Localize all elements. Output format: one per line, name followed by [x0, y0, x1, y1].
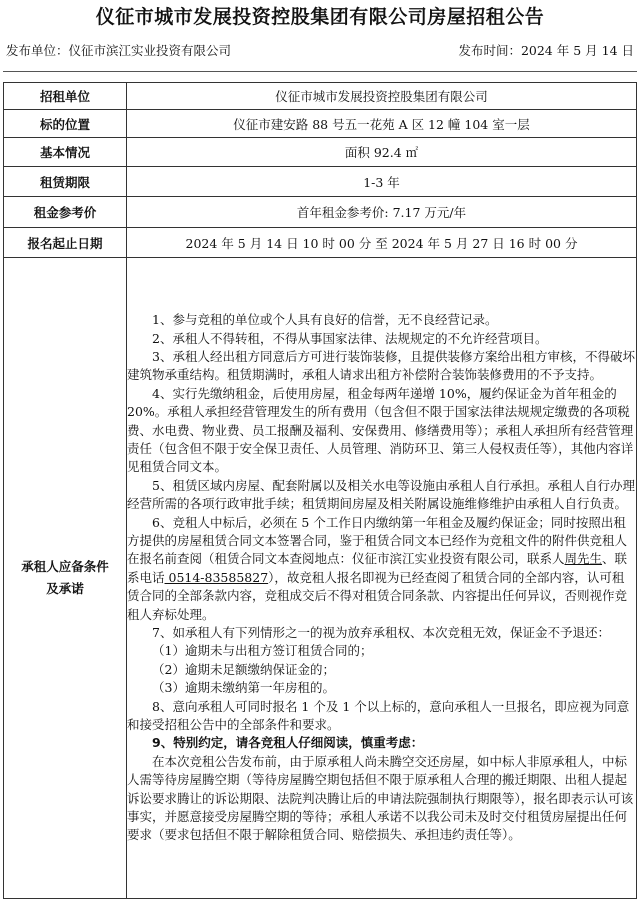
term-6-part-b: 、联系电话 [127, 551, 628, 585]
row-label-terms [4, 258, 127, 899]
row-value-rent: 首年租金参考价: 7.17 万元/年 [127, 197, 637, 228]
publish-time: 2024 年 5 月 14 日 [520, 43, 634, 58]
term-3: 3、承租人经出租方同意后方可进行装饰装修，且提供装修方案给出租方审核，不得破坏建筑物承重结构。租赁期满时，承租人请求出租方补偿附合装饰装修费用的不予支持。 [127, 348, 635, 383]
term-6-part-c: ），故竞租人报名即视为已经查阅了租赁合同的全部内容，认可租赁合同的全部条款内容，竞租成交后不得对租赁合同条款、内容提出任何异议，否则视作竞租人弃标处理。 [127, 569, 628, 622]
table-row [4, 167, 637, 197]
term-9-body: 在本次竞租公告发布前，由于原承租人尚未腾空交还房屋，如中标人非原承租人，中标人需等待房屋腾空期（等待房屋腾空期包括但不限于原承租人合理的搬迁期限、出租人提起诉讼要求腾让的诉讼期限、法院判决腾让后的申请法院强制执行期限等），报名即表示认可该事实，并愿意接受房屋腾空期的等待；承租人承诺不以我公司未及时交付租赁房屋提出任何要求（要求包括但不限于解除租赁合同、赔偿损失、承担违约责任等）。 [127, 753, 634, 843]
term-8: 8、意向承租人可同时报名 1 个及 1 个以上标的，意向承租人一旦报名，即应视为同意和接受招租公告中的全部条件和要求。 [127, 698, 630, 733]
row-value-registration-period: 2024 年 5 月 14 日 10 时 00 分 至 2024 年 5 月 27 日 16 时 00 分 [127, 228, 637, 258]
row-value-lessor: 仪征市城市发展投资控股集团有限公司 [127, 83, 637, 110]
term-6-part-a: 6、竞租人中标后，必须在 5 个工作日内缴纳第一年租金及履约保证金；同时按照出租方提供的房屋租赁合同文本签署合同，鉴于租赁合同文本已经作为竞租文件的附件供竞租人在报名前查阅（租赁合同文本查阅地点：仪征市滨江实业投资有限公司，联系人 [127, 514, 628, 567]
publisher-info [6, 41, 231, 61]
table-row [4, 197, 637, 228]
term-6 [127, 514, 636, 624]
term-4: 4、实行先缴纳租金，后使用房屋，租金每两年递增 10%，履约保证金为首年租金的 20%。承租人承担经营管理发生的所有费用（包含但不限于国家法律法规规定缴费的各项税费、水电费、物业费、员工报酬及福利、安保费用、修缮费用等）；承租人承担所有经营管理责任（包含但不限于安全保卫责任、人员管理、消防环卫、第三人侵权责任等），其他内容详见租赁合同文本。 [127, 385, 634, 475]
publisher-label: 发布单位： [6, 43, 69, 58]
row-label-registration-period: 报名起止日期 [4, 228, 127, 258]
row-label-location: 标的位置 [4, 110, 127, 138]
row-label-lessor: 招租单位 [4, 83, 127, 110]
row-value-location: 仪征市建安路 88 号五一花苑 A 区 12 幢 104 室一层 [127, 110, 637, 138]
term-9-heading: 9、特别约定，请各竞租人仔细阅读，慎重考虑： [152, 735, 424, 751]
term-7: 7、如承租人有下列情形之一的视为放弃承租权、本次竞租无效，保证金不予退还： [152, 625, 610, 641]
row-value-lease-term: 1-3 年 [127, 167, 637, 197]
notice-table [3, 82, 637, 899]
term-7-item-2: （2）逾期未足额缴纳保证金的； [152, 661, 335, 677]
terms-label-line-1: 承租人应备条件 [21, 559, 109, 574]
row-label-rent: 租金参考价 [4, 197, 127, 228]
contact-phone: 0514-83585827 [164, 569, 269, 585]
publisher-name: 仪征市滨江实业投资有限公司 [68, 43, 232, 58]
publish-time-info [458, 41, 634, 61]
row-label-lease-term: 租赁期限 [4, 167, 127, 197]
row-label-basic-info: 基本情况 [4, 138, 127, 167]
header-divider [3, 71, 637, 72]
table-row [4, 83, 637, 110]
terms-label-line-2: 及承诺 [46, 581, 84, 596]
contact-name: 周先生 [564, 551, 603, 567]
table-row [4, 110, 637, 138]
term-5: 5、租赁区域内房屋、配套附属以及相关水电等设施由承租人自行承担。承租人自行办理经营所需的各项行政审批手续；租赁期间房屋及相关附属设施维修维护由承租人自行负责。 [127, 477, 635, 512]
table-row [4, 258, 637, 899]
term-1: 1、参与竞租的单位或个人具有良好的信誉，无不良经营记录。 [152, 312, 498, 328]
row-value-basic-info: 面积 92.4 ㎡ [127, 138, 637, 167]
terms-content [127, 258, 637, 899]
table-row [4, 228, 637, 258]
notice-meta [6, 41, 634, 61]
publish-time-label: 发布时间： [458, 43, 521, 58]
term-7-item-3: （3）逾期未缴纳第一年房租的。 [152, 680, 335, 696]
table-row [4, 138, 637, 167]
term-7-item-1: （1）逾期未与出租方签订租赁合同的； [152, 643, 373, 659]
notice-title: 仪征市城市发展投资控股集团有限公司房屋招租公告 [95, 6, 545, 28]
term-2: 2、承租人不得转租，不得从事国家法律、法规规定的不允许经营项目。 [152, 330, 548, 346]
